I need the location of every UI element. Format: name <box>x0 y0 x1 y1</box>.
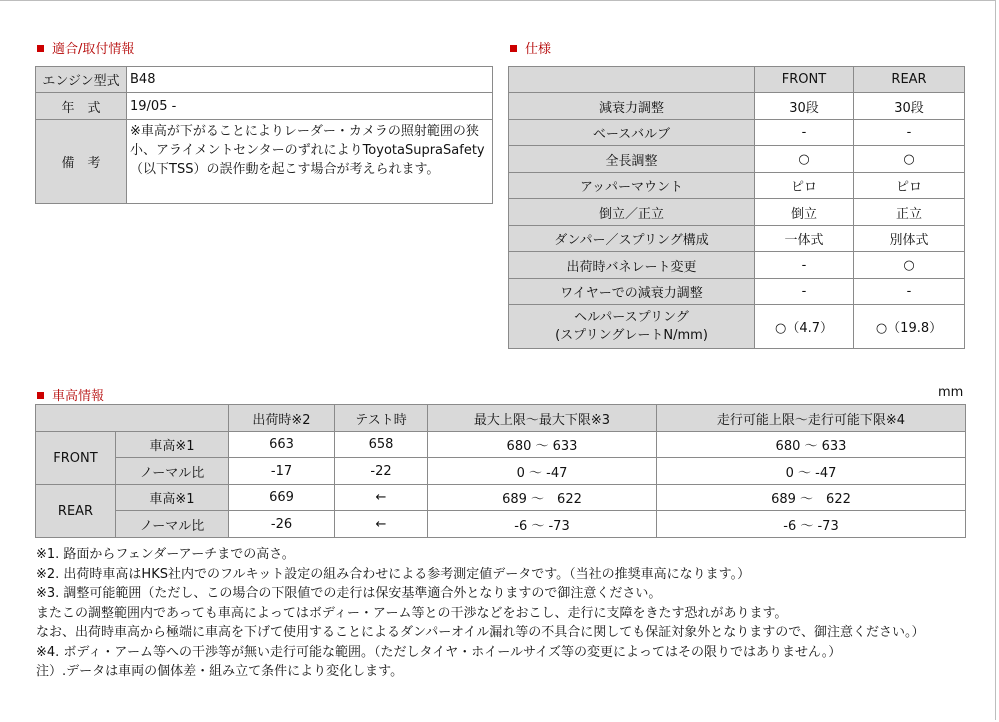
spec-front-value: - <box>755 120 854 146</box>
fitment-row <box>36 93 493 120</box>
height-header-row <box>36 405 966 432</box>
table-row <box>36 432 966 458</box>
height-header-blank <box>36 405 229 432</box>
spec-front-value: 倒立 <box>755 199 854 226</box>
height-unit: mm <box>938 385 964 400</box>
fitment-value: B48 <box>127 67 493 93</box>
spec-row <box>509 120 965 146</box>
height-cell: ← <box>335 511 428 538</box>
height-cell: 689 ～ 622 <box>657 485 966 511</box>
height-cell: ← <box>335 485 428 511</box>
spec-front-value: ○（4.7） <box>755 305 854 349</box>
spec-row <box>509 279 965 305</box>
height-cell: 689 ～ 622 <box>428 485 657 511</box>
spec-row <box>509 226 965 252</box>
height-cell: 680 ～ 633 <box>657 432 966 458</box>
spec-rear-value: ピロ <box>854 173 965 199</box>
height-cell: 669 <box>229 485 335 511</box>
spec-header-rear: REAR <box>854 67 965 93</box>
height-cell: -22 <box>335 458 428 485</box>
spec-front-value: ピロ <box>755 173 854 199</box>
fitment-label: エンジン型式 <box>36 67 127 93</box>
spec-row <box>509 173 965 199</box>
height-header-max-range: 最大上限～最大下限※3 <box>428 405 657 432</box>
spec-label: 倒立／正立 <box>509 199 755 226</box>
spec-row <box>509 146 965 173</box>
height-header-shipping: 出荷時※2 <box>229 405 335 432</box>
note-line: 注）.データは車両の個体差・組み立て条件により変化します。 <box>36 664 404 679</box>
spec-rear-value: 正立 <box>854 199 965 226</box>
note-line: ※4. ボディ・アーム等への干渉等が無い走行可能な範囲。（ただしタイヤ・ホイールサイズ等の変更によってはその限りではありません。） <box>36 644 842 660</box>
table-row <box>36 458 966 485</box>
height-cell: 680 ～ 633 <box>428 432 657 458</box>
square-bullet-icon <box>510 45 517 52</box>
spec-front-value: ○ <box>755 146 854 173</box>
spec-label: アッパーマウント <box>509 173 755 199</box>
height-header-drivable-range: 走行可能上限～走行可能下限※4 <box>657 405 966 432</box>
spec-rear-value: 別体式 <box>854 226 965 252</box>
height-cell: -6 ～ -73 <box>428 511 657 538</box>
spec-rear-value: ○ <box>854 146 965 173</box>
height-group-front: FRONT <box>36 432 116 485</box>
note-line: またこの調整範囲内であっても車高によってはボディー・アーム等との干渉などをおこし、走行に支障をきたす恐れがあります。 <box>36 605 788 621</box>
spec-rear-value: 30段 <box>854 93 965 120</box>
fitment-value: 19/05 - <box>127 93 493 120</box>
note-line: ※1. 路面からフェンダーアーチまでの高さ。 <box>36 547 295 562</box>
height-section-title <box>37 385 104 404</box>
height-cell: 0 ～ -47 <box>428 458 657 485</box>
spec-label-helper-spring <box>509 305 755 349</box>
height-row-label: ノーマル比 <box>116 511 229 538</box>
spec-label-line2: (スプリングレートN/mm) <box>555 327 708 343</box>
spec-front-value: 一体式 <box>755 226 854 252</box>
spec-rear-value: - <box>854 279 965 305</box>
note-line: なお、出荷時車高から極端に車高を下げて使用することによるダンパーオイル漏れ等の不具合に関しても保証対象外となりますので、御注意ください。） <box>36 625 925 640</box>
spec-label: 全長調整 <box>509 146 755 173</box>
spec-rear-value: ○ <box>854 252 965 279</box>
spec-section-title <box>510 38 551 57</box>
spec-front-value: 30段 <box>755 93 854 120</box>
height-cell: -26 <box>229 511 335 538</box>
fitment-row <box>36 67 493 93</box>
square-bullet-icon <box>37 45 44 52</box>
spec-row <box>509 252 965 279</box>
spec-front-value: - <box>755 252 854 279</box>
spec-label: ベースバルブ <box>509 120 755 146</box>
height-header-test: テスト時 <box>335 405 428 432</box>
height-cell: 658 <box>335 432 428 458</box>
spec-rear-value: ○（19.8） <box>854 305 965 349</box>
fitment-row <box>36 120 493 204</box>
spec-label: ダンパー／スプリング構成 <box>509 226 755 252</box>
spec-header-front: FRONT <box>755 67 854 93</box>
table-row <box>36 511 966 538</box>
spec-row <box>509 199 965 226</box>
notes-block <box>36 545 976 682</box>
fitment-table <box>35 66 493 204</box>
spec-rear-value: - <box>854 120 965 146</box>
note-line: ※3. 調整可能範囲（ただし、この場合の下限値での走行は保安基準適合外となりますので御注意ください。 <box>36 586 662 601</box>
spec-label: 出荷時バネレート変更 <box>509 252 755 279</box>
height-cell: -17 <box>229 458 335 485</box>
height-row-label: ノーマル比 <box>116 458 229 485</box>
fitment-label: 備 考 <box>36 120 127 204</box>
fitment-remarks: ※車高が下がることによりレーダー・カメラの照射範囲の狭小、アライメントセンターのずれによりToyotaSupraSafety（以下TSS）の誤作動を起こす場合が考えられます。 <box>127 120 493 204</box>
height-group-rear: REAR <box>36 485 116 538</box>
square-bullet-icon <box>37 392 44 399</box>
fitment-section-title <box>37 38 134 57</box>
spec-title-text: 仕様 <box>525 42 552 57</box>
spec-label: ワイヤーでの減衰力調整 <box>509 279 755 305</box>
height-cell: 0 ～ -47 <box>657 458 966 485</box>
height-table <box>35 404 966 538</box>
fitment-title-text: 適合/取付情報 <box>52 42 135 57</box>
fitment-label: 年 式 <box>36 93 127 120</box>
height-cell: 663 <box>229 432 335 458</box>
table-row <box>36 485 966 511</box>
spec-header-blank <box>509 67 755 93</box>
spec-label: 減衰力調整 <box>509 93 755 120</box>
height-cell: -6 ～ -73 <box>657 511 966 538</box>
spec-header-row <box>509 67 965 93</box>
spec-label-line1: ヘルパースプリング <box>574 309 689 325</box>
note-line: ※2. 出荷時車高はHKS社内でのフルキット設定の組み合わせによる参考測定値データです。（当社の推奨車高になります。） <box>36 566 751 582</box>
spec-row <box>509 305 965 349</box>
height-row-label: 車高※1 <box>116 432 229 458</box>
spec-front-value: - <box>755 279 854 305</box>
spec-row <box>509 93 965 120</box>
height-title-text: 車高情報 <box>52 389 105 404</box>
spec-table <box>508 66 965 349</box>
height-row-label: 車高※1 <box>116 485 229 511</box>
